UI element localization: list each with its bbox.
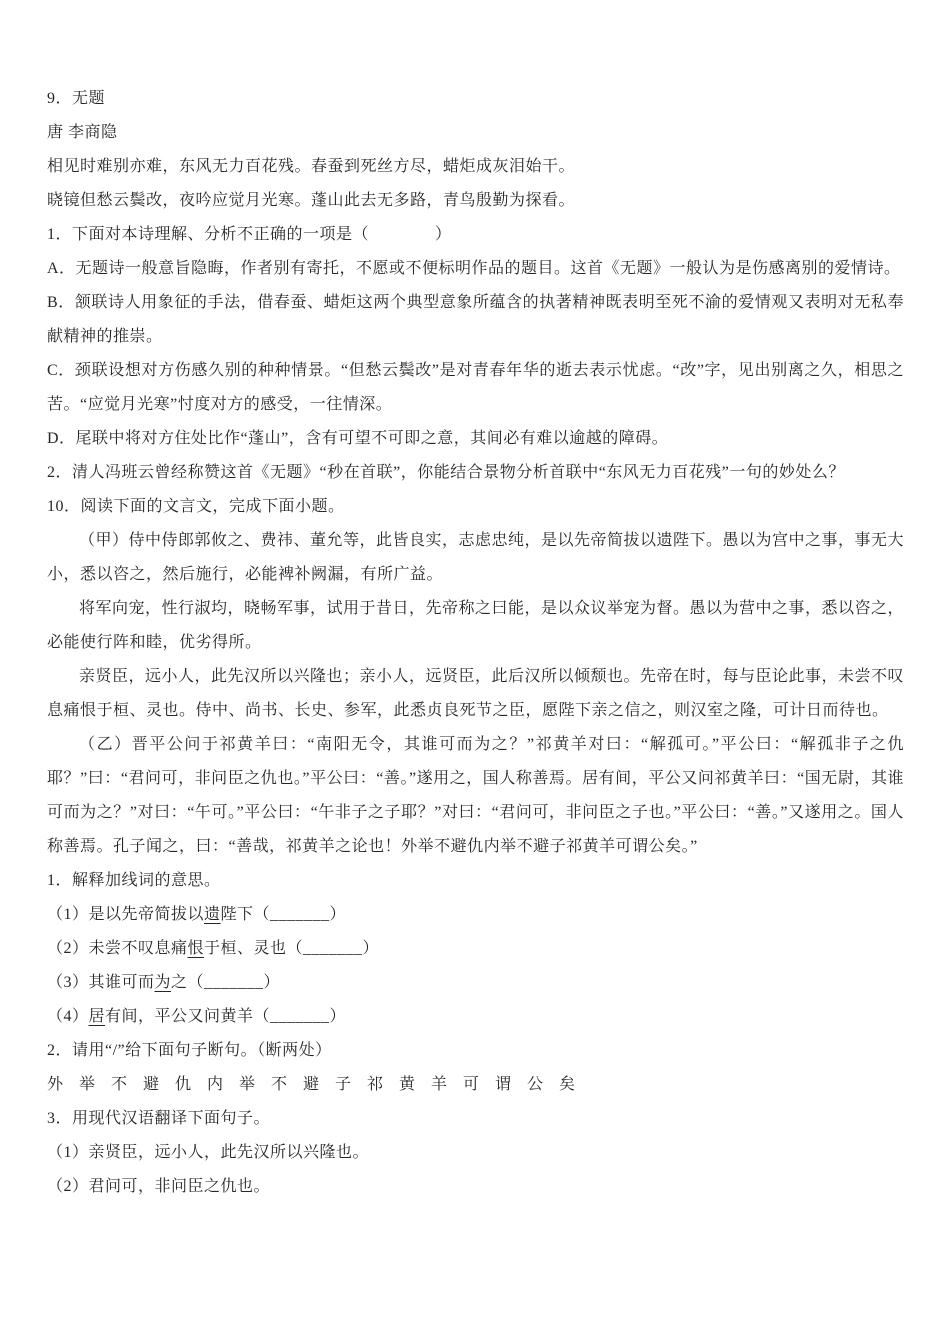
underlined-term: 恨 <box>187 940 205 957</box>
question-2 <box>47 456 904 490</box>
sub-question-1 <box>47 864 904 898</box>
choice-a <box>47 252 904 286</box>
underlined-term: 为 <box>154 974 172 991</box>
choice-b <box>47 286 904 354</box>
poem-author <box>47 116 904 150</box>
text-segment: 1．解释加线词的意思。 <box>47 872 221 889</box>
passage-jia-paragraph-3 <box>47 660 904 728</box>
text-segment: D．尾联中将对方住处比作“蓬山”，含有可望不可即之意，其间必有难以逾越的障碍。 <box>47 430 669 447</box>
text-segment: （3）其谁可而 <box>47 974 155 991</box>
text-segment: 9．无题 <box>47 90 106 107</box>
text-segment: 之（_______） <box>171 974 281 991</box>
sub-question-2 <box>47 1034 904 1068</box>
text-segment: （1）是以先帝简拔以 <box>47 906 205 923</box>
sentence-to-punctuate <box>47 1068 904 1102</box>
underlined-term: 居 <box>88 1008 106 1025</box>
gap-fill-1 <box>47 898 904 932</box>
translate-sentence-1 <box>47 1136 904 1170</box>
text-segment: （乙）晋平公问于祁黄羊曰：“南阳无令，其谁可而为之？”祁黄羊对曰：“解孤可。”平公曰：“解孤非子之仇耶？”曰：“君问可，非问臣之仇也。”平公曰：“善。”遂用之，国人称善焉。居有间，平公又问祁黄羊曰：“国无尉，其谁可而为之？”对曰：“午可。”平公曰：“午非子之子耶？”对曰：“君问可，非问臣之子也。”平公曰：“善。”又遂用之。国人称善焉。孔子闻之，曰：“善哉，祁黄羊之论也！外举不避仇内举不避子祁黄羊可谓公矣。” <box>47 736 904 855</box>
text-segment: （4） <box>47 1008 89 1025</box>
text-segment: 2．请用“/”给下面句子断句。（断两处） <box>47 1042 332 1059</box>
text-segment: 3．用现代汉语翻译下面句子。 <box>47 1110 271 1127</box>
text-segment: 10．阅读下面的文言文，完成下面小题。 <box>47 498 345 515</box>
choice-c <box>47 354 904 422</box>
gap-fill-3 <box>47 966 904 1000</box>
text-segment: 2．清人冯班云曾经称赞这首《无题》“秒在首联”，你能结合景物分析首联中“东风无力百花残”一句的妙处么？ <box>47 464 845 481</box>
text-segment: （2）君问可，非问臣之仇也。 <box>47 1178 271 1195</box>
text-segment: 相见时难别亦难，东风无力百花残。春蚕到死丝方尽，蜡炬成灰泪始干。 <box>47 158 576 175</box>
text-segment: 有间，平公又问黄羊（_______） <box>105 1008 347 1025</box>
text-segment: 1．下面对本诗理解、分析不正确的一项是（ ） <box>47 226 452 243</box>
text-segment: （1）亲贤臣，远小人，此先汉所以兴隆也。 <box>47 1144 370 1161</box>
text-segment: （甲）侍中侍郎郭攸之、费祎、董允等，此皆良实，志虑忠纯，是以先帝简拔以遗陛下。愚以为宫中之事，事无大小，悉以咨之，然后施行，必能裨补阙漏，有所广益。 <box>47 532 905 583</box>
text-segment: 外 举 不 避 仇 内 举 不 避 子 祁 黄 羊 可 谓 公 矣 <box>47 1076 582 1093</box>
text-segment: （2）未尝不叹息痛 <box>47 940 188 957</box>
question-10 <box>47 490 904 524</box>
choice-d <box>47 422 904 456</box>
poem-line-2 <box>47 184 904 218</box>
translate-sentence-2 <box>47 1170 904 1204</box>
underlined-term: 遗 <box>204 906 221 923</box>
text-segment: 晓镜但愁云鬓改，夜吟应觉月光寒。蓬山此去无多路，青鸟殷勤为探看。 <box>47 192 576 209</box>
passage-jia-paragraph-1 <box>47 524 904 592</box>
text-segment: 亲贤臣，远小人，此先汉所以兴隆也；亲小人，远贤臣，此后汉所以倾颓也。先帝在时，每与臣论此事，未尝不叹息痛恨于桓、灵也。侍中、尚书、长史、参军，此悉贞良死节之臣，愿陛下亲之信之，则汉室之隆，可计日而待也。 <box>47 668 905 719</box>
gap-fill-2 <box>47 932 904 966</box>
question-9-title <box>47 82 904 116</box>
passage-jia-paragraph-2 <box>47 592 904 660</box>
poem-line-1 <box>47 150 904 184</box>
text-segment: 陛下（_______） <box>220 906 347 923</box>
text-segment: A．无题诗一般意旨隐晦，作者别有寄托，不愿或不便标明作品的题目。这首《无题》一般认为是伤感离别的爱情诗。 <box>47 260 901 277</box>
document-body <box>47 82 904 1204</box>
text-segment: B．颔联诗人用象征的手法，借春蚕、蜡炬这两个典型意象所蕴含的执著精神既表明至死不渝的爱情观又表明对无私奉献精神的推崇。 <box>47 294 904 345</box>
passage-yi-paragraph <box>47 728 904 864</box>
text-segment: 将军向宠，性行淑均，晓畅军事，试用于昔日，先帝称之曰能，是以众议举宠为督。愚以为营中之事，悉以咨之，必能使行阵和睦，优劣得所。 <box>47 600 905 651</box>
text-segment: 唐 李商隐 <box>47 124 118 141</box>
sub-question-3 <box>47 1102 904 1136</box>
text-segment: C．颈联设想对方伤感久别的种种情景。“但愁云鬓改”是对青春年华的逝去表示忧虑。“改”字，见出别离之久，相思之苦。“应觉月光寒”忖度对方的感受，一往情深。 <box>47 362 904 413</box>
question-1 <box>47 218 904 252</box>
text-segment: 于桓、灵也（_______） <box>204 940 380 957</box>
gap-fill-4 <box>47 1000 904 1034</box>
